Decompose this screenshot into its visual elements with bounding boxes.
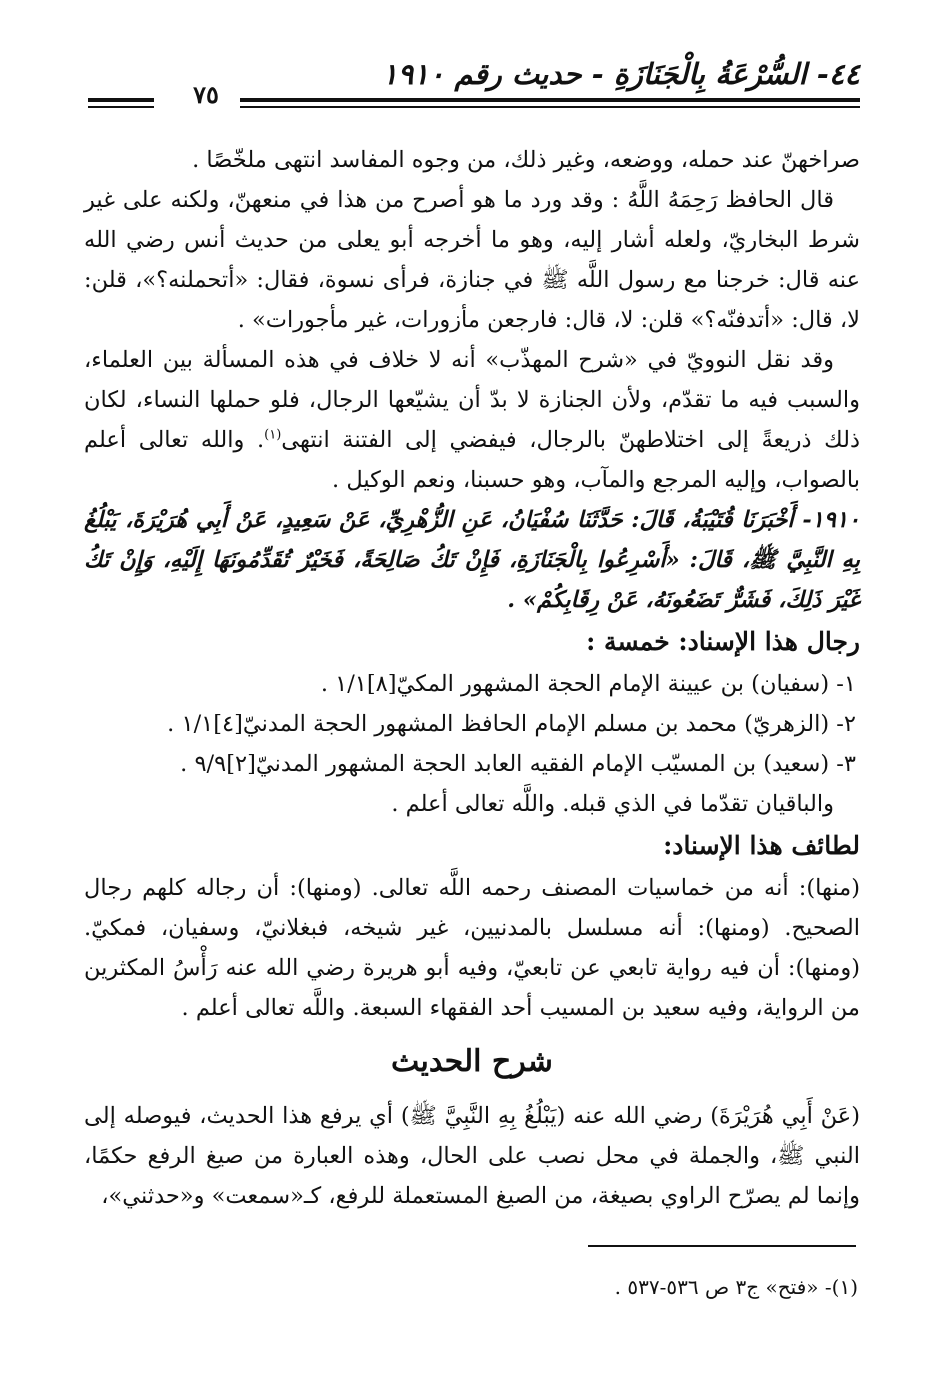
paragraph-text: وقد نقل النوويّ في «شرح المهذّب» أنه لا خلاف في هذه المسألة بين العلماء، والسبب فيه ما تقدّم، ولأن الجنازة لا بدّ أن يشيّعها الرجال، فلو حملها النساء، لكان ذلك ذريعةً إلى اختلاطهنّ بالرجال، فيفضي إلى الفتنة انتهى: [84, 347, 860, 453]
hadith-text: ١٩١٠- أَخْبَرَنَا قُتَيْبَةُ، قَالَ: حَدَّثَنَا سُفْيَانُ، عَنِ الزُّهْرِيِّ، عَنْ سَعِيدٍ، عَنْ أَبِي هُرَيْرَةَ، يَبْلُغُ بِهِ النَّبِيَّ ﷺ، قَالَ: «أَسْرِعُوا بِالْجَنَازَةِ، فَإِنْ تَكُ صَالِحَةً، فَخَيْرٌ تُقَدِّمُونَهَا إِلَيْهِ، وَإِنْ تَكُ غَيْرَ ذَلِكَ، فَشَرٌّ تَضَعُونَهُ، عَنْ رِقَابِكُمْ» .: [84, 507, 860, 613]
explanation-text: (عَنْ أَبِي هُرَيْرَةَ) رضي الله عنه (يَبْلُغُ بِهِ النَّبِيَّ ﷺ) أي يرفع هذا الحديث، فيوصله إلى النبي ﷺ، والجملة في محل نصب على الحال، وهذه العبارة من صيغ الرفع حكمًا، وإنما لم يصرّح الراوي بصيغة، من الصيغ المستعملة للرفع، كـ«سمعت» و«حدثني»،: [84, 1103, 860, 1209]
narrators-closing: والباقيان تقدّما في الذي قبله. واللَّه تعالى أعلم .: [391, 791, 834, 817]
paragraph-text: والله تعالى أعلم بالصواب، وإليه المرجع والمآب، وهو حسبنا، ونعم الوكيل .: [84, 427, 860, 493]
paragraph: قال الحافظ رَحِمَهُ اللَّهُ : وقد ورد ما هو أصرح من هذا في منعهنّ، ولكنه على غير شرط البخاريّ، ولعله أشار إليه، وهو ما أخرجه أبو يعلى من حديث أنس رضي الله عنه قال: خرجنا مع رسول اللَّه ﷺ في جنازة، فرأى نسوة، فقال: «أتحملنه؟»، قلن: لا، قال: «أتدفنّه؟» قلن: لا، قال: فارجعن مأزورات، غير مأجورات» .: [84, 187, 860, 333]
narrators-heading: رجال هذا الإسناد: خمسة :: [586, 627, 860, 656]
chapter-title: ٤٤- السُّرْعَةُ بِالْجَنَازَةِ - حديث رقم ١٩١٠: [382, 57, 860, 91]
header-rule-left-thin: [88, 106, 154, 108]
subtleties-heading: لطائف هذا الإسناد:: [663, 831, 860, 860]
footnote-marker: (١): [264, 427, 282, 443]
header-rule-right-thin: [240, 106, 860, 108]
narrator-item: ١- (سفيان) بن عيينة الإمام الحجة المشهور المكيّ[٨]١/١ .: [320, 671, 856, 697]
explanation-heading: شرح الحديث: [391, 1044, 553, 1079]
footnote-rule: [588, 1245, 856, 1247]
narrator-item: ٣- (سعيد) بن المسيّب الإمام الفقيه العابد الحجة المشهور المدنيّ[٢]٩/٩ .: [180, 751, 856, 777]
narrator-item: ٢- (الزهريّ) محمد بن مسلم الإمام الحافظ المشهور الحجة المدنيّ[٤]١/١ .: [167, 711, 856, 737]
subtleties-text: (منها): أنه من خماسيات المصنف رحمه اللَّه تعالى. (ومنها): أن رجاله كلهم رجال الصحيح. (ومنها): أنه مسلسل بالمدنيين، غير شيخه، فبغلانيّ، وسفيان، فمكيّ. (ومنها): أن فيه رواية تابعي عن تابعيّ، وفيه أبو هريرة رضي الله عنه رَأْسُ المكثرين من الرواية، وفيه سعيد بن المسيب أحد الفقهاء السبعة. واللَّه تعالى أعلم .: [84, 875, 860, 1021]
paragraph: وقد نقل النوويّ في «شرح المهذّب» أنه لا خلاف في هذه المسألة بين العلماء، والسبب فيه ما تقدّم، ولأن الجنازة لا بدّ أن يشيّعها الرجال، فلو حملها النساء، لكان ذلك ذريعةً إلى اختلاطهنّ بالرجال، فيفضي إلى الفتنة انتهى$^{(١)}$. والله تعالى أعلم بالصواب، وإليه المرجع والمآب، وهو حسبنا، ونعم الوكيل .: [84, 347, 860, 493]
footnote: (١)- «فتح» ج٣ ص ٥٣٦-٥٣٧ .: [614, 1275, 858, 1299]
paragraph: صراخهنّ عند حمله، ووضعه، وغير ذلك، من وجوه المفاسد انتهى ملخّصًا .: [192, 147, 860, 173]
header-rule-right: [240, 98, 860, 102]
page-number: ٧٥: [193, 80, 219, 109]
main-text: [84, 140, 860, 1216]
header-rule-left: [88, 98, 154, 102]
